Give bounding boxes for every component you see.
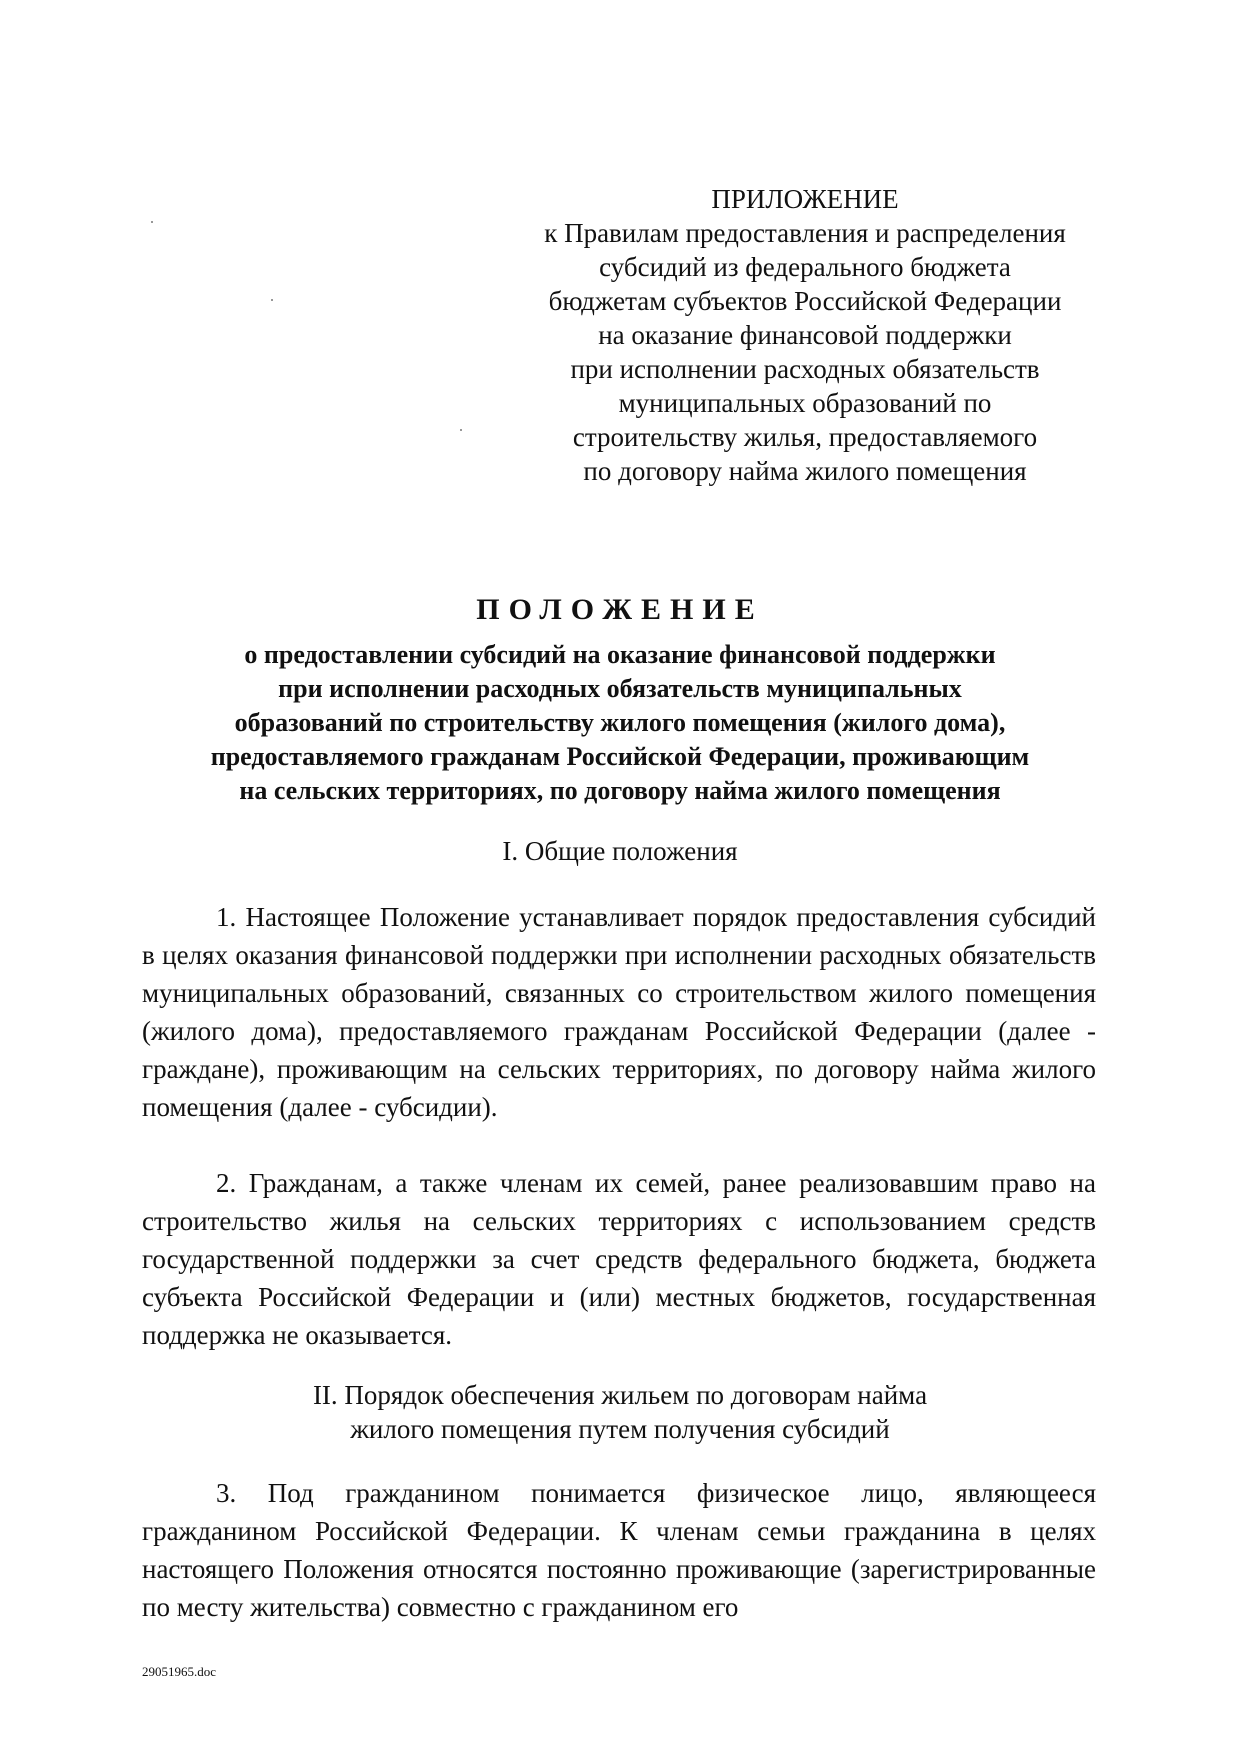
file-code: 29051965.doc [142,1664,217,1679]
document-subtitle [140,638,1100,808]
document-title-block [140,592,1100,808]
section-heading-line: жилого помещения путем получения субсидий [350,1414,890,1444]
appendix-heading: ПРИЛОЖЕНИЕ [711,184,899,214]
subtitle-line: на сельских территориях, по договору найма жилого помещения [239,776,1001,805]
subtitle-line: при исполнении расходных обязательств муниципальных [278,674,962,703]
section-heading-procedure [140,1378,1100,1446]
section-heading-line: II. Порядок обеспечения жильем по договорам найма [312,1380,928,1410]
section-heading-general [140,834,1100,868]
appendix-block [515,182,1095,488]
appendix-line: по договору найма жилого помещения [583,456,1027,486]
section-heading-line: I. Общие положения [502,836,738,866]
paragraph-1: 1. Настоящее Положение устанавливает порядок предоставления субсидий в целях оказания финансовой поддержки при исполнении расходных обязательств муниципальных образований, связанных со строительством жилого помещения (жилого дома), предоставляемого гражданам Российской Федерации (далее - граждане), проживающим на сельских территориях, по договору найма жилого помещения (далее - субсидии). [142,902,1096,1122]
appendix-line: при исполнении расходных обязательств [570,354,1040,384]
subtitle-line: образований по строительству жилого помещения (жилого дома), [234,708,1006,737]
scan-speck [460,429,462,431]
subtitle-line: о предоставлении субсидий на оказание финансовой поддержки [244,640,996,669]
appendix-line: строительству жилья, предоставляемого [572,422,1038,452]
appendix-line: бюджетам субъектов Российской Федерации [548,286,1062,316]
appendix-line: субсидий из федерального бюджета [599,252,1011,282]
document-title: ПОЛОЖЕНИЕ [476,593,764,626]
appendix-line: к Правилам предоставления и распределения [544,218,1066,248]
paragraph-3: 3. Под гражданином понимается физическое лицо, являющееся гражданином Российской Федерации. К членам семьи гражданина в целях настоящего Положения относятся постоянно проживающие (зарегистрированные по месту жительства) совместно с гражданином его [142,1478,1096,1622]
scan-speck [151,221,153,223]
paragraph-2: 2. Гражданам, а также членам их семей, ранее реализовавшим право на строительство жилья на сельских территориях с использованием средств государственной поддержки за счет средств федерального бюджета, бюджета субъекта Российской Федерации и (или) местных бюджетов, государственная поддержка не оказывается. [142,1168,1096,1350]
scan-speck [271,299,273,301]
appendix-line: на оказание финансовой поддержки [598,320,1012,350]
subtitle-line: предоставляемого гражданам Российской Федерации, проживающим [210,742,1030,771]
appendix-line: муниципальных образований по [618,388,992,418]
